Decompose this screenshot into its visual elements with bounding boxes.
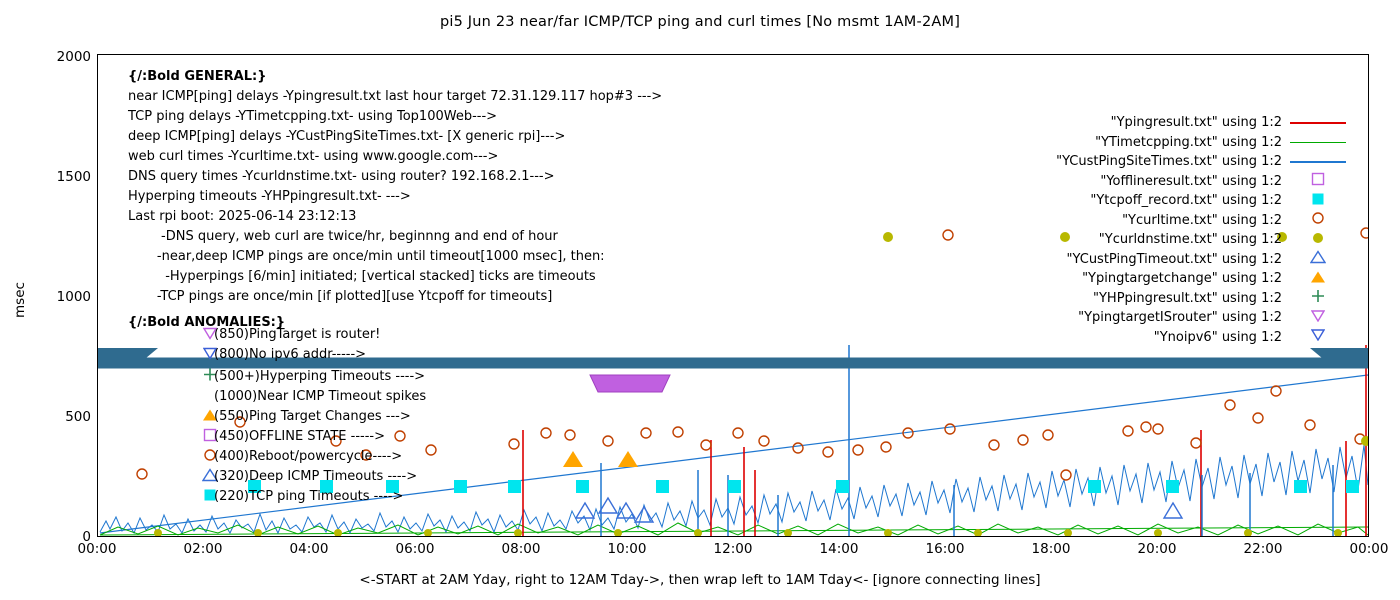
anomaly-label-5: (450)OFFLINE STATE ----->: [214, 429, 385, 444]
offline-state-band: [590, 375, 670, 392]
general-line-0: near ICMP[ping] delays -Ypingresult.txt last hour target 72.31.129.117 hop#3 --->: [128, 89, 663, 104]
legend-key-square-open-icon: [1290, 172, 1346, 192]
legend-label-10: "YpingtargetISrouter" using 1:2: [1078, 310, 1282, 326]
legend-label-8: "Ypingtargetchange" using 1:2: [1082, 271, 1282, 287]
general-line-8: -near,deep ICMP pings are once/min until timeout[1000 msec], then:: [128, 249, 605, 264]
legend-key-circle-filled-icon: [1290, 230, 1346, 250]
legend-key-triangle-filled-icon: [1290, 269, 1346, 289]
x-tick-0: 00:00: [77, 541, 117, 557]
legend-item-1[interactable]: [1056, 133, 1346, 153]
chart-title: pi5 Jun 23 near/far ICMP/TCP ping and curl times [No msmt 1AM-2AM]: [439, 14, 961, 30]
legend-label-9: "YHPpingresult.txt" using 1:2: [1093, 290, 1282, 306]
legend-label-5: "Ycurltime.txt" using 1:2: [1122, 212, 1282, 228]
y-tick-4: 2000: [56, 49, 91, 65]
general-line-9: -Hyperpings [6/min] initiated; [vertical stacked] ticks are timeouts: [128, 269, 596, 284]
anomaly-label-7: (320)Deep ICMP Timeouts ---->: [214, 469, 418, 484]
y-axis-label: msec: [12, 282, 28, 318]
near-icmp-spikes: [523, 345, 1369, 537]
x-tick-7: 14:00: [819, 541, 859, 557]
legend-key-line-red: [1290, 113, 1346, 133]
legend-key-line-green: [1290, 133, 1346, 153]
legend-label-3: "Yofflineresult.txt" using 1:2: [1100, 173, 1282, 189]
legend-key-plus-icon: [1290, 289, 1346, 309]
legend-key-circle-open-icon: [1290, 211, 1346, 231]
legend-item-0[interactable]: [1056, 113, 1346, 133]
legend-key-square-filled-icon: [1290, 191, 1346, 211]
x-tick-1: 02:00: [183, 541, 223, 557]
legend-label-0: "Ypingresult.txt" using 1:2: [1110, 115, 1282, 131]
legend-label-7: "YCustPingTimeout.txt" using 1:2: [1066, 251, 1282, 267]
general-line-5: Hyperping timeouts -YHPpingresult.txt- --->: [128, 189, 411, 204]
legend-label-6: "Ycurldnstime.txt" using 1:2: [1098, 232, 1282, 248]
legend-key-triangle-down-open-blue-icon: [1290, 328, 1346, 348]
legend-item-4[interactable]: [1056, 191, 1346, 211]
legend-item-10[interactable]: [1056, 308, 1346, 328]
legend-item-5[interactable]: [1056, 211, 1346, 231]
x-tick-3: 06:00: [395, 541, 435, 557]
anomaly-label-4: (550)Ping Target Changes --->: [214, 409, 411, 424]
y-tick-3: 1500: [56, 169, 91, 185]
x-tick-10: 20:00: [1137, 541, 1177, 557]
general-line-2: deep ICMP[ping] delays -YCustPingSiteTimes.txt- [X generic rpi]--->: [128, 129, 566, 144]
legend-label-4: "Ytcpoff_record.txt" using 1:2: [1090, 193, 1282, 209]
pingtarget-router-band-left: [98, 348, 158, 358]
legend-item-9[interactable]: [1056, 289, 1346, 309]
general-line-10: -TCP pings are once/min [if plotted][use Ytcpoff for timeouts]: [128, 289, 553, 304]
anomalies-heading: {/:Bold ANOMALIES:}: [128, 315, 286, 330]
general-line-6: Last rpi boot: 2025-06-14 23:12:13: [128, 209, 357, 224]
anomaly-label-8: (220)TCP ping Timeouts ---->: [214, 489, 404, 504]
legend-key-triangle-open-icon: [1290, 250, 1346, 270]
y-tick-1: 500: [65, 409, 91, 425]
general-line-7: -DNS query, web curl are twice/hr, beginnng and end of hour: [128, 229, 558, 244]
x-tick-9: 18:00: [1031, 541, 1071, 557]
x-tick-11: 22:00: [1243, 541, 1283, 557]
x-tick-2: 04:00: [289, 541, 329, 557]
anomaly-label-0: (850)PingTarget is router!: [214, 327, 381, 342]
legend-label-1: "YTimetcpping.txt" using 1:2: [1095, 134, 1282, 150]
general-line-4: DNS query times -Ycurldnstime.txt- using router? 192.168.2.1--->: [128, 169, 555, 184]
legend-item-3[interactable]: [1056, 172, 1346, 192]
legend-key-line-blue: [1290, 152, 1346, 172]
general-line-1: TCP ping delays -YTimetcpping.txt- using Top100Web--->: [128, 109, 498, 124]
x-tick-8: 16:00: [925, 541, 965, 557]
legend-key-triangle-down-open-icon: [1290, 308, 1346, 328]
anomaly-label-2: (500+)Hyperping Timeouts ---->: [214, 369, 426, 384]
x-tick-12: 00:00: [1349, 541, 1389, 557]
y-tick-0: 0: [82, 529, 91, 545]
legend-label-11: "Ynoipv6" using 1:2: [1153, 329, 1282, 345]
x-axis-label: <-START at 2AM Yday, right to 12AM Tday->, then wrap left to 1AM Tday<- [ignore connecting lines]: [359, 572, 1041, 588]
pingtarget-router-band-right: [1310, 348, 1369, 358]
legend-item-11[interactable]: [1056, 328, 1346, 348]
legend-label-2: "YCustPingSiteTimes.txt" using 1:2: [1056, 154, 1282, 170]
legend-item-6[interactable]: [1056, 230, 1346, 250]
legend-item-7[interactable]: [1056, 250, 1346, 270]
general-line-3: web curl times -Ycurltime.txt- using www.google.com--->: [128, 149, 499, 164]
anomaly-label-6: (400)Reboot/powercycle---->: [214, 449, 403, 464]
legend-item-8[interactable]: [1056, 269, 1346, 289]
legend-item-2[interactable]: [1056, 152, 1346, 172]
general-heading: {/:Bold GENERAL:}: [128, 69, 267, 84]
legend: [1056, 113, 1346, 347]
x-tick-6: 12:00: [713, 541, 753, 557]
y-tick-2: 1000: [56, 289, 91, 305]
anomaly-label-1: (800)No ipv6 addr----->: [214, 347, 367, 362]
plot-area: [97, 54, 1369, 537]
x-tick-4: 08:00: [501, 541, 541, 557]
anomaly-label-3: (1000)Near ICMP Timeout spikes: [214, 389, 427, 404]
x-tick-5: 10:00: [607, 541, 647, 557]
